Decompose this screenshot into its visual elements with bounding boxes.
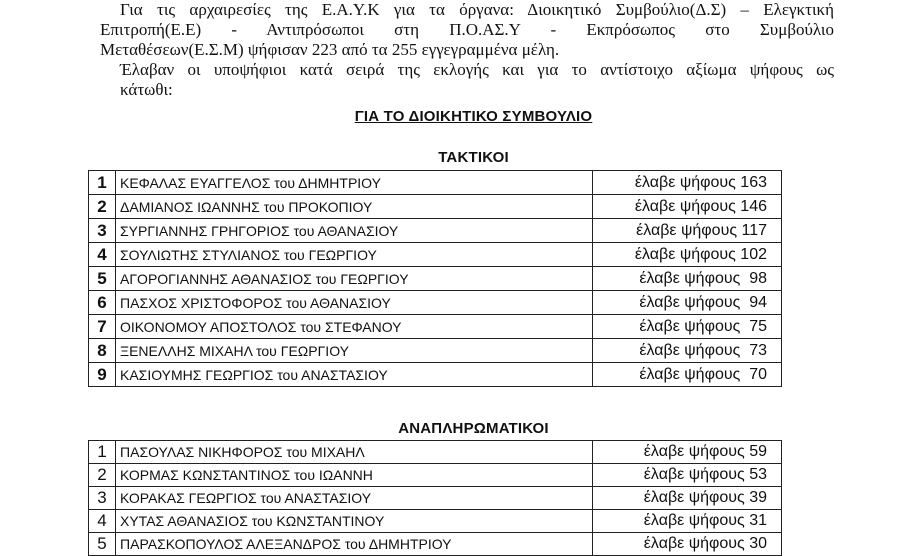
candidate-name	[116, 315, 593, 339]
candidate-tou: του	[263, 198, 285, 215]
votes-received: έλαβε ψήφους 163	[593, 171, 782, 195]
candidate-tou: του	[283, 246, 305, 263]
alternates-heading: ΑΝΑΠΛΗΡΩΜΑΤΙΚΟΙ	[398, 420, 549, 437]
candidate-father-name: ΣΤΕΦΑΝΟΥ	[324, 318, 402, 335]
candidate-tou: του	[344, 536, 366, 552]
table-row	[89, 243, 782, 267]
candidate-father-name: ΑΘΑΝΑΣΙΟΥ	[310, 294, 391, 311]
intro-line-3: Μεταθέσεων(Ε.Σ.Μ) ψήφισαν 223 από τα 255 εγγεγραμμένα μέλη.	[100, 40, 560, 59]
votes-received: έλαβε ψήφους 53	[593, 464, 782, 487]
votes-received: έλαβε ψήφους 70	[593, 363, 782, 387]
candidate-father-name: ΑΘΑΝΑΣΙΟΥ	[317, 222, 399, 239]
candidate-tou: του	[251, 513, 273, 529]
candidate-tou: του	[286, 444, 308, 460]
candidate-tou: του	[294, 467, 315, 483]
candidate-name	[116, 464, 593, 487]
row-number: 6	[89, 291, 116, 315]
row-number: 3	[89, 487, 116, 510]
candidate-father-name: ΙΩΑΝΝΗ	[318, 467, 373, 483]
votes-received: έλαβε ψήφους 98	[593, 267, 782, 291]
candidate-father-name: ΓΕΩΡΓΙΟΥ	[280, 342, 349, 359]
row-number: 3	[89, 219, 116, 243]
candidate-surname: ΧΥΤΑΣ ΑΘΑΝΑΣΙΟΣ	[120, 513, 248, 529]
alternates-table	[88, 440, 782, 556]
table-row	[89, 291, 782, 315]
candidate-tou: του	[300, 318, 322, 335]
candidate-tou: του	[315, 270, 337, 287]
candidate-surname: ΔΑΜΙΑΝΟΣ ΙΩΑΝΝΗΣ	[120, 198, 260, 215]
tactical-heading: ΤΑΚΤΙΚΟΙ	[438, 149, 509, 166]
row-number: 9	[89, 363, 116, 387]
table-row	[89, 219, 782, 243]
votes-received: έλαβε ψήφους 73	[593, 339, 782, 363]
candidate-tou: του	[274, 174, 296, 191]
candidate-tou: του	[256, 342, 277, 359]
votes-received: έλαβε ψήφους 94	[593, 291, 782, 315]
votes-received: έλαβε ψήφους 117	[593, 219, 782, 243]
candidate-name	[116, 487, 593, 510]
row-number: 5	[89, 267, 116, 291]
row-number: 4	[89, 243, 116, 267]
votes-received: έλαβε ψήφους 39	[593, 487, 782, 510]
table-row	[89, 315, 782, 339]
row-number: 1	[89, 171, 116, 195]
intro-line-5: κάτωθι:	[120, 80, 173, 99]
candidate-surname: ΠΑΡΑΣΚΟΠΟΥΛΟΣ ΑΛΕΞΑΝΔΡΟΣ	[120, 536, 341, 552]
candidate-father-name: ΠΡΟΚΟΠΙΟΥ	[288, 198, 373, 215]
candidate-surname: ΠΑΣΟΥΛΑΣ ΝΙΚΗΦΟΡΟΣ	[120, 444, 283, 460]
candidate-father-name: ΔΗΜΗΤΡΙΟΥ	[298, 174, 381, 191]
candidate-surname: ΚΕΦΑΛΑΣ ΕΥΑΓΓΕΛΟΣ	[120, 174, 271, 191]
candidate-name	[116, 363, 593, 387]
table-row	[89, 441, 782, 464]
row-number: 4	[89, 510, 116, 533]
table-row	[89, 510, 782, 533]
intro-line-1: Για τις αρχαιρεσίες της Ε.Α.Υ.Κ για τα όργανα: Διοικητικό Συμβούλιο(Δ.Σ) – Ελεγκτική	[120, 0, 834, 19]
candidate-surname: ΚΑΣΙΟΥΜΗΣ ΓΕΩΡΓΙΟΣ	[120, 366, 274, 383]
candidate-surname: ΚΟΡΜΑΣ ΚΩΝΣΤΑΝΤΙΝΟΣ	[120, 467, 291, 483]
candidate-name	[116, 339, 593, 363]
candidate-name	[116, 219, 593, 243]
row-number: 7	[89, 315, 116, 339]
candidate-surname: ΑΓΟΡΟΓΙΑΝΝΗΣ ΑΘΑΝΑΣΙΟΣ	[120, 270, 312, 287]
board-heading: ΓΙΑ ΤΟ ΔΙΟΙΚΗΤΙΚΟ ΣΥΜΒΟΥΛΙΟ	[354, 108, 593, 125]
candidate-surname: ΠΑΣΧΟΣ ΧΡΙΣΤΟΦΟΡΟΣ	[120, 294, 283, 311]
candidate-tou: του	[293, 222, 315, 239]
candidate-father-name: ΓΕΩΡΓΙΟΥ	[308, 246, 377, 263]
candidate-father-name: ΑΝΑΣΤΑΣΙΟΥ	[301, 366, 388, 383]
table-row	[89, 171, 782, 195]
votes-received: έλαβε ψήφους 102	[593, 243, 782, 267]
candidate-father-name: ΜΙΧΑΗΛ	[311, 444, 365, 460]
candidate-name	[116, 441, 593, 464]
table-row	[89, 464, 782, 487]
candidate-father-name: ΑΝΑΣΤΑΣΙΟΥ	[284, 490, 372, 506]
intro-line-2: Επιτροπή(Ε.Ε) - Αντιπρόσωποι στη Π.Ο.ΑΣ.Υ - Εκπρόσωπος στο Συμβούλιο	[100, 20, 834, 39]
table-row	[89, 195, 782, 219]
votes-received: έλαβε ψήφους 59	[593, 441, 782, 464]
intro-paragraph	[100, 0, 834, 100]
row-number: 5	[89, 533, 116, 556]
candidate-father-name: ΚΩΝΣΤΑΝΤΙΝΟΥ	[276, 513, 385, 529]
votes-received: έλαβε ψήφους 30	[593, 533, 782, 556]
candidate-name	[116, 243, 593, 267]
votes-received: έλαβε ψήφους 75	[593, 315, 782, 339]
candidate-surname: ΣΥΡΓΙΑΝΝΗΣ ΓΡΗΓΟΡΙΟΣ	[120, 222, 290, 239]
candidate-name	[116, 291, 593, 315]
votes-received: έλαβε ψήφους 31	[593, 510, 782, 533]
row-number: 8	[89, 339, 116, 363]
candidate-surname: ΣΟΥΛΙΩΤΗΣ ΣΤΥΛΙΑΝΟΣ	[120, 246, 281, 263]
table-row	[89, 339, 782, 363]
votes-received: έλαβε ψήφους 146	[593, 195, 782, 219]
row-number: 2	[89, 464, 116, 487]
candidate-tou: του	[260, 490, 282, 506]
candidate-surname: ΞΕΝΕΛΛΗΣ ΜΙΧΑΗΛ	[120, 342, 253, 359]
tactical-table	[88, 170, 782, 387]
candidate-name	[116, 510, 593, 533]
row-number: 2	[89, 195, 116, 219]
candidate-surname: ΟΙΚΟΝΟΜΟΥ ΑΠΟΣΤΟΛΟΣ	[120, 318, 297, 335]
candidate-father-name: ΓΕΩΡΓΙΟΥ	[340, 270, 409, 287]
candidate-name	[116, 171, 593, 195]
candidate-tou: του	[277, 366, 298, 383]
candidate-name	[116, 195, 593, 219]
candidate-name	[116, 267, 593, 291]
candidate-tou: του	[286, 294, 307, 311]
table-row	[89, 267, 782, 291]
candidate-surname: ΚΟΡΑΚΑΣ ΓΕΩΡΓΙΟΣ	[120, 490, 257, 506]
table-row	[89, 363, 782, 387]
table-row	[89, 487, 782, 510]
intro-line-4: Έλαβαν οι υποψήφιοι κατά σειρά της εκλογής και για το αντίστοιχο αξίωμα ψήφους ως	[120, 60, 834, 79]
row-number: 1	[89, 441, 116, 464]
candidate-father-name: ΔΗΜΗΤΡΙΟΥ	[368, 536, 452, 552]
